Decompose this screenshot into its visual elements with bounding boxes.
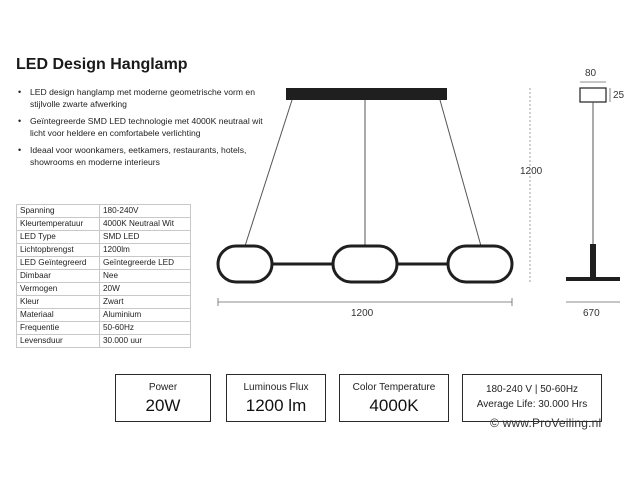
flux-value: 1200 lm <box>245 396 307 415</box>
power-box <box>115 374 211 422</box>
watermark: © www.ProVeiling.nl <box>490 416 602 430</box>
spec-value: 180-240V <box>100 205 191 218</box>
spec-value: SMD LED <box>100 231 191 244</box>
product-title: LED Design Hanglamp <box>16 56 188 73</box>
spec-key: Dimbaar <box>17 270 100 283</box>
spec-key: Kleur <box>17 296 100 309</box>
side-holder <box>590 244 596 278</box>
spec-key: Kleurtemperatuur <box>17 218 100 231</box>
dimension-canopy-height: 25 <box>613 90 625 101</box>
spec-key: Materiaal <box>17 309 100 322</box>
side-canopy <box>580 88 606 102</box>
spec-value: Nee <box>100 270 191 283</box>
suspension-cable <box>245 100 292 246</box>
color-temp-label: Color Temperature <box>352 382 436 393</box>
spec-value: 30.000 uur <box>100 335 191 348</box>
dimension-height: 1200 <box>520 166 543 177</box>
spec-key: Spanning <box>17 205 100 218</box>
spec-value: 1200lm <box>100 244 191 257</box>
voltage-frequency: 180-240 V | 50-60Hz <box>485 384 579 395</box>
flux-box <box>226 374 326 422</box>
spec-key: Vermogen <box>17 283 100 296</box>
ceiling-canopy <box>286 88 447 100</box>
feature-item: • Geïntegreerde SMD LED technologie met 4000K neutraal wit licht voor heldere en comfortabele verlichting <box>16 116 276 139</box>
spec-key: Frequentie <box>17 322 100 335</box>
spec-key: Levensduur <box>17 335 100 348</box>
spec-value: 20W <box>100 283 191 296</box>
spec-value: 4000K Neutraal Wit <box>100 218 191 231</box>
lamp-ring-right <box>448 246 512 282</box>
side-view <box>566 82 620 302</box>
power-label: Power <box>148 382 178 393</box>
spec-value: 50-60Hz <box>100 322 191 335</box>
average-life: Average Life: 30.000 Hrs <box>476 399 588 410</box>
dimension-canopy-width: 80 <box>585 68 597 79</box>
flux-label: Luminous Flux <box>243 382 309 393</box>
front-view <box>218 88 530 306</box>
color-temp-box <box>339 374 449 422</box>
lamp-ring-center <box>333 246 397 282</box>
spec-value: Zwart <box>100 296 191 309</box>
power-value: 20W <box>145 396 181 415</box>
feature-item: • LED design hanglamp met moderne geometrische vorm en stijlvolle zwarte afwerking <box>16 87 276 110</box>
dimension-depth: 670 <box>583 308 600 319</box>
feature-item: • Ideaal voor woonkamers, eetkamers, restaurants, hotels, showrooms en moderne interieurs <box>16 145 276 168</box>
dimension-width: 1200 <box>351 308 374 319</box>
color-temp-value: 4000K <box>369 396 419 415</box>
spec-key: Lichtopbrengst <box>17 244 100 257</box>
electrical-box <box>462 374 602 422</box>
spec-value: Geïntegreerde LED <box>100 257 191 270</box>
spec-key: LED Geïntegreerd <box>17 257 100 270</box>
spec-key: LED Type <box>17 231 100 244</box>
suspension-cable <box>440 100 481 246</box>
lamp-ring-left <box>218 246 272 282</box>
side-base <box>566 277 620 281</box>
spec-value: Aluminium <box>100 309 191 322</box>
